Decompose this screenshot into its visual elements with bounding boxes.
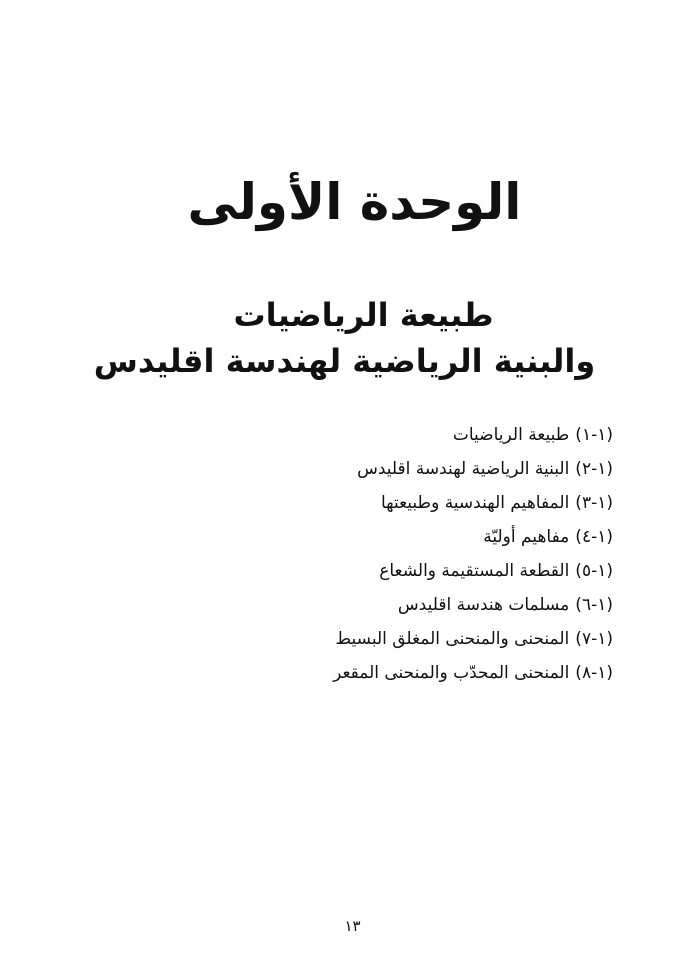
toc-item-title: المنحنى والمنحنى المغلق البسيط xyxy=(335,629,570,649)
toc-item xyxy=(253,486,613,520)
toc-item-number: (١-٨) xyxy=(575,663,613,683)
page-number: ١٣ xyxy=(344,917,361,935)
toc-item xyxy=(253,418,613,452)
toc-item xyxy=(253,622,613,656)
toc-item-number: (١-٦) xyxy=(575,595,613,615)
toc-item-title: طبيعة الرياضيات xyxy=(452,425,570,445)
unit-subtitle xyxy=(0,292,689,384)
toc-item-title: المنحنى المحدّب والمنحنى المقعر xyxy=(333,663,570,683)
toc-item-title: القطعة المستقيمة والشعاع xyxy=(379,561,570,581)
table-of-contents xyxy=(253,418,613,690)
toc-item xyxy=(253,520,613,554)
toc-item-title: البنية الرياضية لهندسة اقليدس xyxy=(357,459,570,479)
toc-item-title: مفاهيم أوليّة xyxy=(483,527,570,547)
toc-item-number: (١-٤) xyxy=(575,527,613,547)
toc-item xyxy=(253,554,613,588)
toc-item xyxy=(253,452,613,486)
toc-item-number: (١-٣) xyxy=(575,493,613,513)
toc-item xyxy=(253,656,613,690)
toc-item-number: (١-٥) xyxy=(575,561,613,581)
toc-item-number: (١-١) xyxy=(575,425,613,445)
subtitle-line-2: والبنية الرياضية لهندسة اقليدس xyxy=(93,342,596,380)
unit-title: الوحدة الأولى xyxy=(187,173,522,231)
toc-item-number: (١-٧) xyxy=(575,629,613,649)
toc-item-title: مسلمات هندسة اقليدس xyxy=(397,595,570,615)
toc-item-number: (١-٢) xyxy=(575,459,613,479)
toc-item xyxy=(253,588,613,622)
toc-item-title: المفاهيم الهندسية وطبيعتها xyxy=(380,493,570,513)
subtitle-line-1: طبيعة الرياضيات xyxy=(233,296,494,334)
